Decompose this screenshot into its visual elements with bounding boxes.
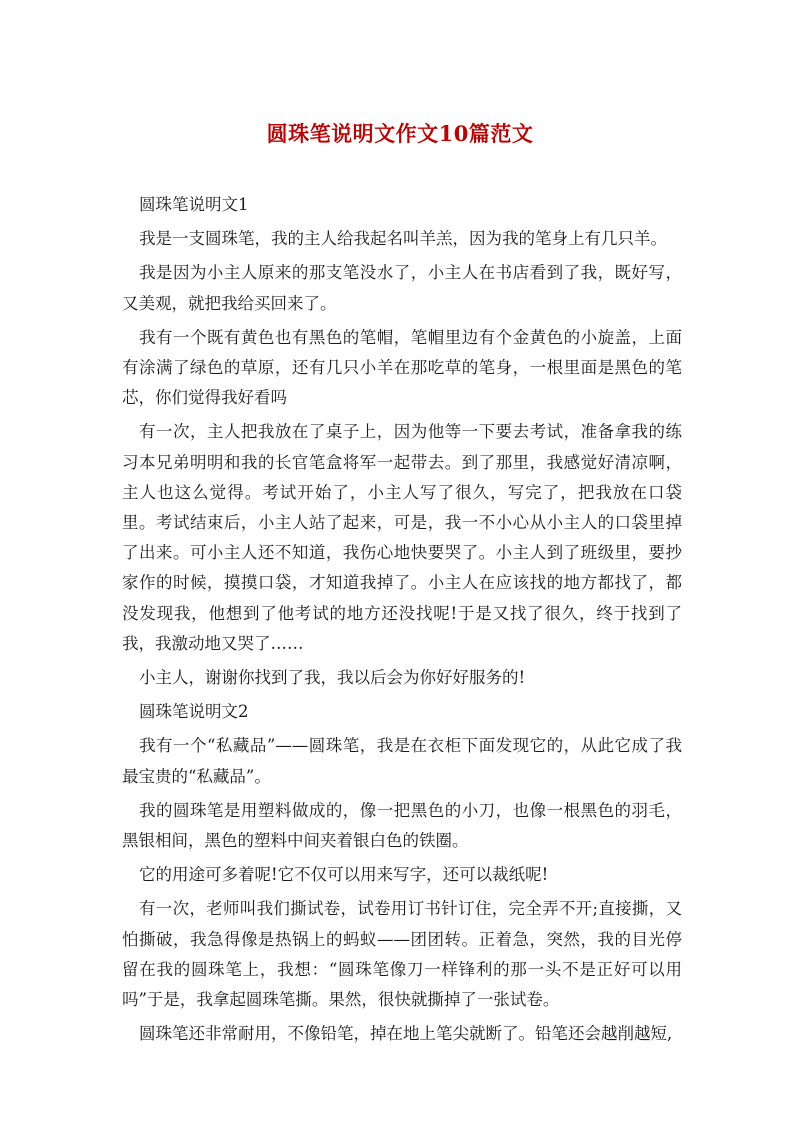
paragraph: 小主人，谢谢你找到了我，我以后会为你好好服务的! <box>139 668 526 688</box>
paragraph: 圆珠笔还非常耐用，不像铅笔，掉在地上笔尖就断了。铅笔还会越削越短, <box>139 1024 673 1044</box>
paragraph: 我是因为小主人原来的那支笔没水了，小主人在书店看到了我，既好写，又美观，就把我给买回来了。 <box>122 263 682 313</box>
paragraph: 我有一个“私藏品”——圆珠笔，我是在衣柜下面发现它的，从此它成了我最宝贵的“私藏品”。 <box>122 736 682 786</box>
document-body <box>122 190 682 1053</box>
document-title: 圆珠笔说明文作文10篇范文 <box>266 121 534 146</box>
section-heading: 圆珠笔说明文1 <box>139 195 249 214</box>
paragraph: 我有一个既有黄色也有黑色的笔帽，笔帽里边有个金黄色的小旋盖，上面有涂满了绿色的草原，还有几只小羊在那吃草的笔身，一根里面是黑色的笔芯，你们觉得我好看吗 <box>122 327 682 408</box>
paragraph: 我是一支圆珠笔，我的主人给我起名叫羊羔，因为我的笔身上有几只羊。 <box>139 229 667 249</box>
paragraph: 它的用途可多着呢!它不仅可以用来写字，还可以裁纸呢! <box>139 865 549 885</box>
paragraph: 我的圆珠笔是用塑料做成的，像一把黑色的小刀，也像一根黑色的羽毛，黑银相间，黑色的塑料中间夹着银白色的铁圈。 <box>122 800 682 851</box>
section-heading: 圆珠笔说明文2 <box>139 702 249 722</box>
paragraph: 有一次，老师叫我们撕试卷，试卷用订书针订住，完全弄不开;直接撕，又怕撕破，我急得像是热锅上的蚂蚁——团团转。正着急，突然，我的目光停留在我的圆珠笔上，我想：“圆珠笔像刀一样锋利的那一头不是正好可以用吗”于是，我拿起圆珠笔撕。果然，很快就撕掉了一张试卷。 <box>122 899 682 1010</box>
paragraph: 有一次，主人把我放在了桌子上，因为他等一下要去考试，准备拿我的练习本兄弟明明和我的长官笔盒将军一起带去。到了那里，我感觉好清凉啊，主人也这么觉得。考试开始了，小主人写了很久，写完了，把我放在口袋里。考试结束后，小主人站了起来，可是，我一不小心从小主人的口袋里掉了出来。可小主人还不知道，我伤心地快要哭了。小主人到了班级里，要抄家作的时候，摸摸口袋，才知道我掉了。小主人在应该找的地方都找了，都没发现我，他想到了他考试的地方还没找呢!于是又找了很久，终于找到了我，我激动地又哭了…… <box>122 422 682 653</box>
